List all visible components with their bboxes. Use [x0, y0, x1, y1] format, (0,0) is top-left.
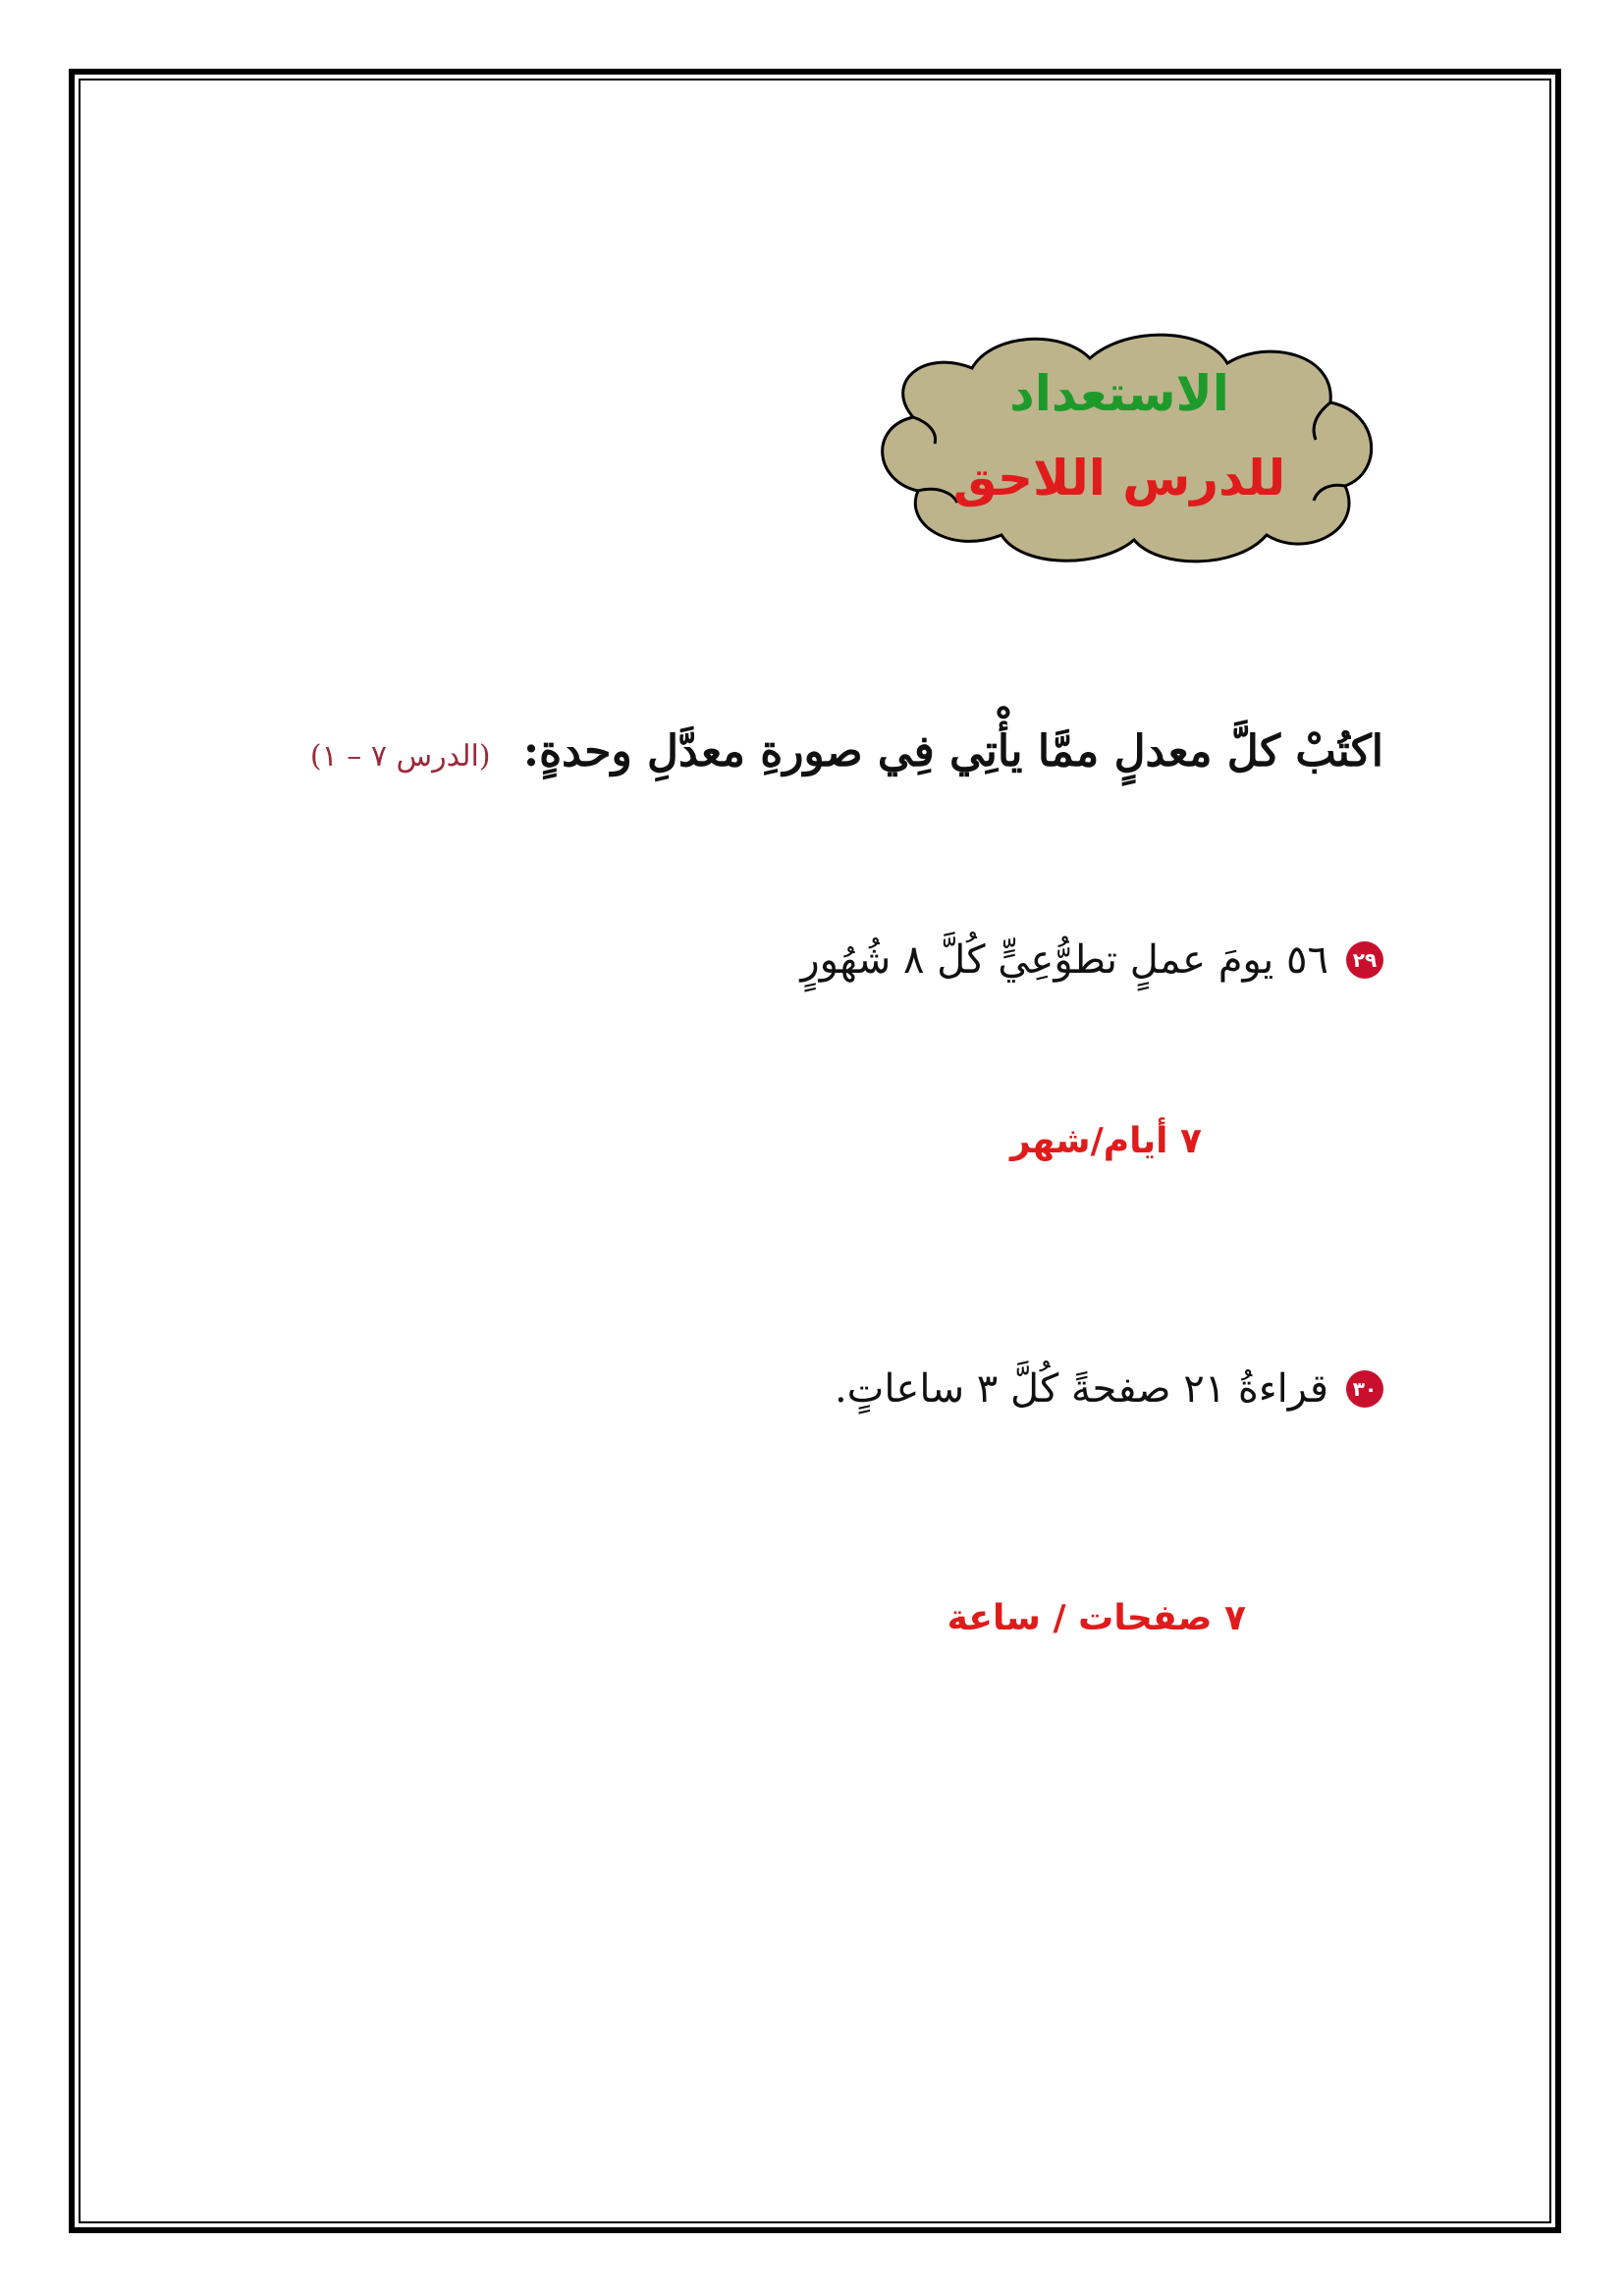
lesson-reference: (الدرس ٧ – ١)	[309, 739, 491, 774]
cloud-title-next-lesson: للدرس اللاحق	[952, 450, 1286, 507]
exercise-number-badge: ٢٩	[1346, 941, 1383, 979]
instruction-line	[310, 726, 1383, 776]
exercise-item-30	[835, 1366, 1383, 1412]
exercise-item-29	[800, 937, 1383, 983]
exercise-text: قراءةُ ٢١ صفحةً كُلَّ ٣ ساعاتٍ.	[834, 1366, 1328, 1412]
exercise-answer-29: ٧ أيام/شهر	[1010, 1121, 1202, 1161]
cloud-title-readiness: الاستعداد	[1009, 365, 1229, 422]
header-cloud	[844, 324, 1394, 569]
exercise-text: ٥٦ يومَ عملٍ تطوُّعِيٍّ كُلَّ ٨ شُهُورٍ	[800, 937, 1328, 983]
exercise-number-badge: ٣٠	[1346, 1370, 1383, 1408]
cloud-shape-icon	[844, 324, 1394, 569]
instruction-text: اكتُبْ كلَّ معدلٍ ممَّا يأْتِي فِي صورةِ معدَّلِ وحدةٍ:	[522, 726, 1383, 776]
exercise-answer-30: ٧ صفحات / ساعة	[947, 1598, 1246, 1638]
